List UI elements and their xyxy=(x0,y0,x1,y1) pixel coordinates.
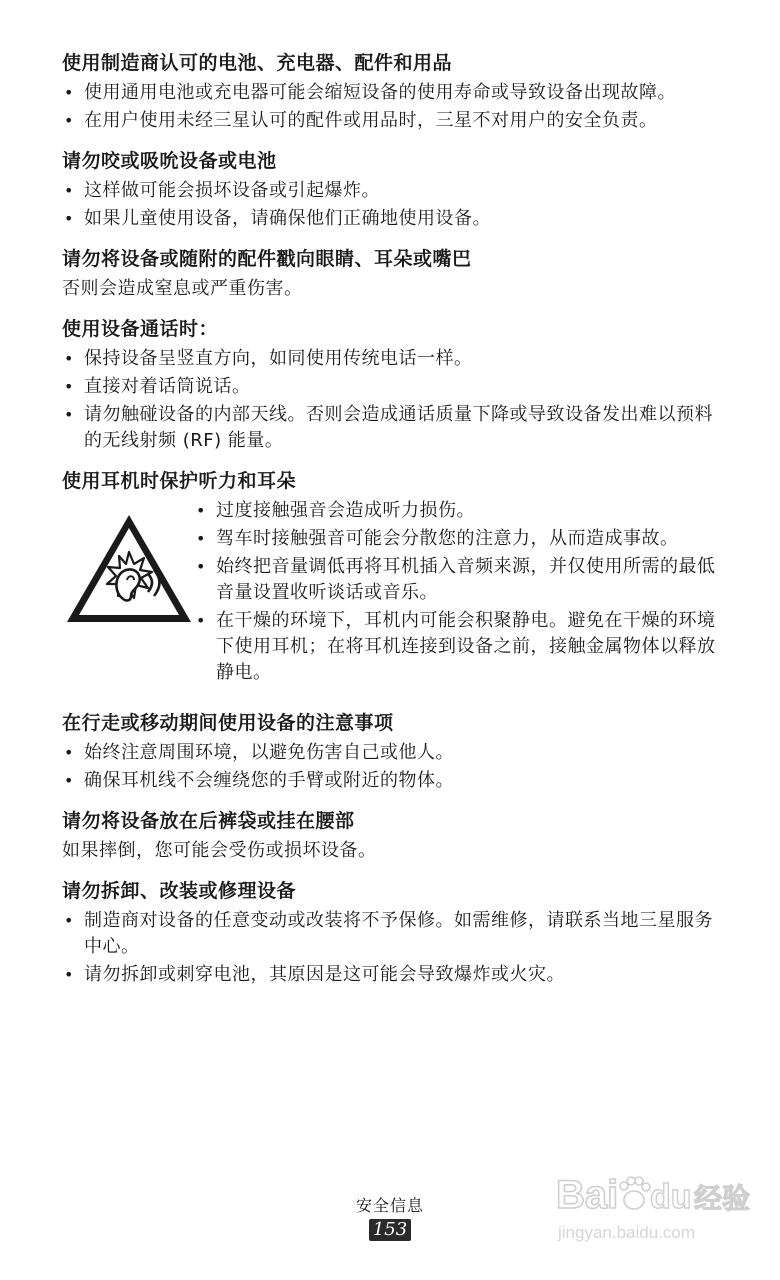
bullet-item: • 始终注意周围环境，以避免伤害自己或他人。 xyxy=(62,740,722,766)
footer-title: 安全信息 xyxy=(355,1196,424,1215)
section-heading: 请勿将设备或随附的配件戳向眼睛、耳朵或嘴巴 xyxy=(62,248,472,270)
section-heading: 使用设备通话时： xyxy=(62,318,219,340)
section-text: 如果摔倒，您可能会受伤或损坏设备。 xyxy=(62,840,377,861)
section-back-pocket xyxy=(62,808,722,864)
document-page xyxy=(62,50,722,1002)
bullet-item: • 在干燥的环境下，耳机内可能会积聚静电。避免在干燥的环境下使用耳机；在将耳机连接到设备之前，接触金属物体以释放静电。 xyxy=(194,608,722,686)
section-do-not-disassemble xyxy=(62,878,722,988)
section-heading: 在行走或移动期间使用设备的注意事项 xyxy=(62,712,394,734)
bullet-list xyxy=(62,178,722,232)
section-text: 否则会造成窒息或严重伤害。 xyxy=(62,278,303,299)
watermark-brand-suffix: du xyxy=(650,1178,692,1216)
section-approved-accessories xyxy=(62,50,722,134)
section-heading: 请勿咬或吸吮设备或电池 xyxy=(62,150,277,172)
loud-noise-warning-icon xyxy=(64,512,194,630)
bullet-item: • 始终把音量调低再将耳机插入音频来源，并仅使用所需的最低音量设置收听谈话或音乐。 xyxy=(194,554,722,606)
bullet-list xyxy=(62,740,722,794)
bullet-item: • 请勿拆卸或刺穿电池，其原因是这可能会导致爆炸或火灾。 xyxy=(62,962,722,988)
paw-icon xyxy=(620,1177,650,1209)
bullet-item: • 这样做可能会损坏设备或引起爆炸。 xyxy=(62,178,722,204)
bullet-item: • 如果儿童使用设备，请确保他们正确地使用设备。 xyxy=(62,206,722,232)
section-do-not-bite xyxy=(62,148,722,232)
bullet-list xyxy=(194,498,722,688)
section-protect-hearing xyxy=(62,468,722,688)
hearing-content xyxy=(62,498,722,688)
bullet-item: • 使用通用电池或充电器可能会缩短设备的使用寿命或导致设备出现故障。 xyxy=(62,80,722,106)
bullet-list xyxy=(62,908,722,988)
baidu-watermark xyxy=(556,1160,756,1250)
watermark-brand: Bai xyxy=(556,1173,619,1217)
bullet-item: • 确保耳机线不会缠绕您的手臂或附近的物体。 xyxy=(62,768,722,794)
section-heading: 请勿拆卸、改装或修理设备 xyxy=(62,880,297,902)
bullet-item: • 保持设备呈竖直方向，如同使用传统电话一样。 xyxy=(62,346,722,372)
bullet-list xyxy=(62,346,722,454)
section-heading: 使用制造商认可的电池、充电器、配件和用品 xyxy=(62,52,453,74)
bullet-list xyxy=(62,80,722,134)
bullet-item: • 过度接触强音会造成听力损伤。 xyxy=(194,498,722,524)
section-while-walking xyxy=(62,710,722,794)
watermark-product: 经验 xyxy=(694,1182,751,1215)
section-heading: 请勿将设备放在后裤袋或挂在腰部 xyxy=(62,810,355,832)
bullet-item: • 请勿触碰设备的内部天线。否则会造成通话质量下降或导致设备发出难以预料的无线射频 (RF) 能量。 xyxy=(62,402,722,454)
watermark-url: jingyan.baidu.com xyxy=(558,1223,696,1242)
bullet-item: • 直接对着话筒说话。 xyxy=(62,374,722,400)
section-during-calls xyxy=(62,316,722,454)
section-heading: 使用耳机时保护听力和耳朵 xyxy=(62,470,297,492)
section-do-not-poke xyxy=(62,246,722,302)
page-number: 153 xyxy=(369,1219,411,1241)
bullet-item: • 驾车时接触强音可能会分散您的注意力，从而造成事故。 xyxy=(194,526,722,552)
bullet-item: • 制造商对设备的任意变动或改装将不予保修。如需维修，请联系当地三星服务中心。 xyxy=(62,908,722,960)
bullet-item: • 在用户使用未经三星认可的配件或用品时，三星不对用户的安全负责。 xyxy=(62,108,722,134)
